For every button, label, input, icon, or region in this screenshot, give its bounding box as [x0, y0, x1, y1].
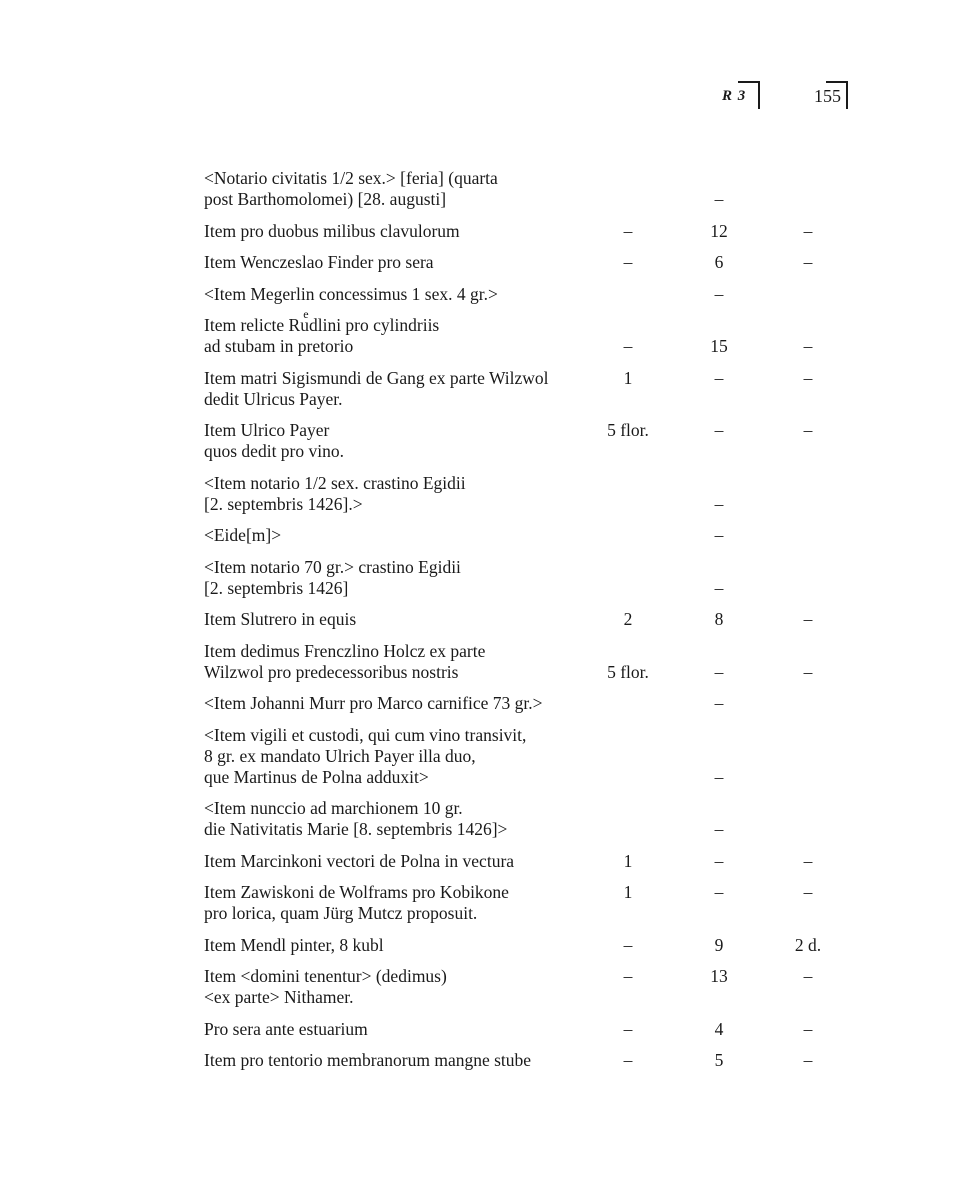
entry-line: <Item nunccio ad marchionem 10 gr. — [204, 798, 463, 818]
amount-column-2: 4 — [714, 1018, 724, 1039]
amount-column-3: – — [803, 661, 813, 682]
entry-line: dedit Ulricus Payer. — [204, 388, 343, 409]
entry-row — [0, 368, 960, 410]
entry-line: <Item vigili et custodi, qui cum vino transivit, — [204, 724, 527, 745]
corner-mark — [738, 81, 760, 109]
amount-column-1: – — [623, 252, 633, 272]
amount-column-1: 5 flor. — [607, 661, 649, 682]
amount-column-3: – — [803, 609, 813, 629]
amount-column-3: – — [803, 850, 813, 871]
amount-column-2: 9 — [714, 934, 724, 955]
entry-row — [0, 935, 960, 956]
entry-row — [0, 315, 960, 357]
entry-row — [0, 1050, 960, 1071]
entry-row — [0, 473, 960, 515]
amount-column-2: – — [714, 367, 724, 388]
entry-text — [204, 966, 599, 1008]
amount-column-2: 12 — [710, 220, 728, 241]
amount-column-3: 2 d. — [794, 934, 822, 955]
amount-column-2: – — [714, 420, 724, 440]
entry-row — [0, 725, 960, 788]
entry-line: Item <domini tenentur> (dedimus) — [204, 966, 447, 986]
entry-text — [204, 221, 599, 242]
entry-text — [204, 315, 599, 357]
amount-column-2: – — [714, 189, 724, 209]
entry-text — [204, 525, 599, 546]
amount-column-2: – — [714, 525, 724, 545]
corner-mark — [826, 81, 848, 109]
amount-column-1: 5 flor. — [607, 420, 649, 440]
entry-line: <Notario civitatis 1/2 sex.> [feria] (quarta — [204, 168, 498, 188]
amount-column-2: 6 — [714, 252, 724, 272]
entry-row — [0, 882, 960, 924]
entry-row — [0, 525, 960, 546]
entry-line: [2. septembris 1426].> — [204, 493, 363, 514]
entry-row — [0, 693, 960, 714]
entry-text — [204, 609, 599, 630]
entry-row — [0, 1019, 960, 1040]
entry-text — [204, 168, 599, 210]
amount-column-2: – — [714, 693, 724, 713]
entry-line: Item Mendl pinter, 8 kubl — [204, 934, 384, 955]
entry-text — [204, 935, 599, 956]
amount-column-2: 13 — [710, 966, 728, 986]
amount-column-2: – — [714, 661, 724, 682]
entry-line: die Nativitatis Marie [8. septembris 1426]> — [204, 819, 508, 839]
amount-column-1: – — [623, 336, 633, 356]
amount-column-2: 15 — [710, 336, 728, 356]
amount-column-3: – — [803, 252, 813, 272]
entry-line: <Eide[m]> — [204, 525, 282, 545]
amount-column-1: – — [623, 934, 633, 955]
amount-column-2: – — [714, 493, 724, 514]
entry-line: <Item notario 1/2 sex. crastino Egidii — [204, 472, 466, 493]
entry-row — [0, 284, 960, 305]
amount-column-1: – — [623, 1050, 633, 1070]
entry-line: ad stubam in pretorio — [204, 336, 354, 356]
amount-column-2: – — [714, 766, 724, 787]
entry-line: quos dedit pro vino. — [204, 441, 344, 461]
entry-line: 8 gr. ex mandato Ulrich Payer illa duo, — [204, 745, 476, 766]
entry-row — [0, 641, 960, 683]
entry-row — [0, 420, 960, 462]
entry-line: Item Slutrero in equis — [204, 609, 357, 629]
entry-text — [204, 882, 599, 924]
amount-column-2: 8 — [714, 609, 724, 629]
entry-text — [204, 851, 599, 872]
entry-line: pro lorica, quam Jürg Mutcz proposuit. — [204, 903, 478, 923]
entry-line: Item matri Sigismundi de Gang ex parte Wilzwol — [204, 367, 549, 388]
entry-line: <ex parte> Nithamer. — [204, 987, 354, 1007]
amount-column-3: – — [803, 367, 813, 388]
amount-column-1: 1 — [623, 850, 633, 871]
entry-text — [204, 368, 599, 410]
entry-row — [0, 168, 960, 210]
entry-line: <Item Johanni Murr pro Marco carnifice 73 gr.> — [204, 693, 543, 713]
entry-line: Item Zawiskoni de Wolframs pro Kobikone — [204, 882, 509, 902]
page-header — [0, 78, 960, 118]
amount-column-3: – — [803, 1050, 813, 1070]
entry-text — [204, 557, 599, 599]
entry-row — [0, 609, 960, 630]
entry-line: Item Wenczeslao Finder pro sera — [204, 252, 434, 272]
amount-column-3: – — [803, 1018, 813, 1039]
amount-column-2: – — [714, 882, 724, 902]
entry-line: que Martinus de Polna adduxit> — [204, 766, 429, 787]
entry-text — [204, 284, 599, 305]
superscript-e: e u — [300, 315, 309, 335]
page-number: 155 — [814, 86, 841, 106]
amount-column-2: – — [714, 850, 724, 871]
entry-text — [204, 641, 599, 683]
signature-mark: R 3 — [722, 88, 747, 104]
entry-line: Pro sera ante estuarium — [204, 1018, 368, 1039]
entry-text — [204, 1019, 599, 1040]
amount-column-1: 1 — [623, 882, 633, 902]
amount-column-1: – — [623, 966, 633, 986]
amount-column-1: 2 — [623, 609, 633, 629]
amount-column-2: – — [714, 819, 724, 839]
entry-line: Item dedimus Frenczlino Holcz ex parte — [204, 640, 486, 661]
entry-row — [0, 851, 960, 872]
amount-column-2: – — [714, 577, 724, 598]
entry-line: Item Ulrico Payer — [204, 420, 330, 440]
amount-column-3: – — [803, 882, 813, 902]
entry-line: Item pro duobus milibus clavulorum — [204, 220, 460, 241]
entry-text — [204, 252, 599, 273]
entry-line: <Item Megerlin concessimus 1 sex. 4 gr.> — [204, 283, 498, 304]
account-entries — [0, 168, 960, 1082]
entry-row — [0, 252, 960, 273]
amount-column-3: – — [803, 966, 813, 986]
amount-column-3: – — [803, 220, 813, 241]
amount-column-2: 5 — [714, 1050, 724, 1070]
amount-column-3: – — [803, 420, 813, 440]
entry-text — [204, 473, 599, 515]
entry-text — [204, 725, 599, 788]
amount-column-1: – — [623, 220, 633, 241]
amount-column-3: – — [803, 336, 813, 356]
entry-text — [204, 693, 599, 714]
entry-row — [0, 557, 960, 599]
entry-line: Item Marcinkoni vectori de Polna in vectura — [204, 850, 515, 871]
entry-line: post Barthomolomei) [28. augusti] — [204, 189, 447, 209]
entry-row — [0, 798, 960, 840]
entry-text — [204, 798, 599, 840]
entry-row — [0, 966, 960, 1008]
amount-column-2: – — [714, 283, 724, 304]
amount-column-1: – — [623, 1018, 633, 1039]
entry-line: [2. septembris 1426] — [204, 577, 349, 598]
amount-column-1: 1 — [623, 367, 633, 388]
entry-line: Item relicte Re udlini pro cylindriis — [204, 315, 599, 336]
entry-line: Wilzwol pro predecessoribus nostris — [204, 661, 459, 682]
entry-line: <Item notario 70 gr.> crastino Egidii — [204, 556, 461, 577]
entry-text — [204, 420, 599, 462]
entry-text — [204, 1050, 599, 1071]
entry-line: Item pro tentorio membranorum mangne stube — [204, 1050, 532, 1070]
entry-row — [0, 221, 960, 242]
